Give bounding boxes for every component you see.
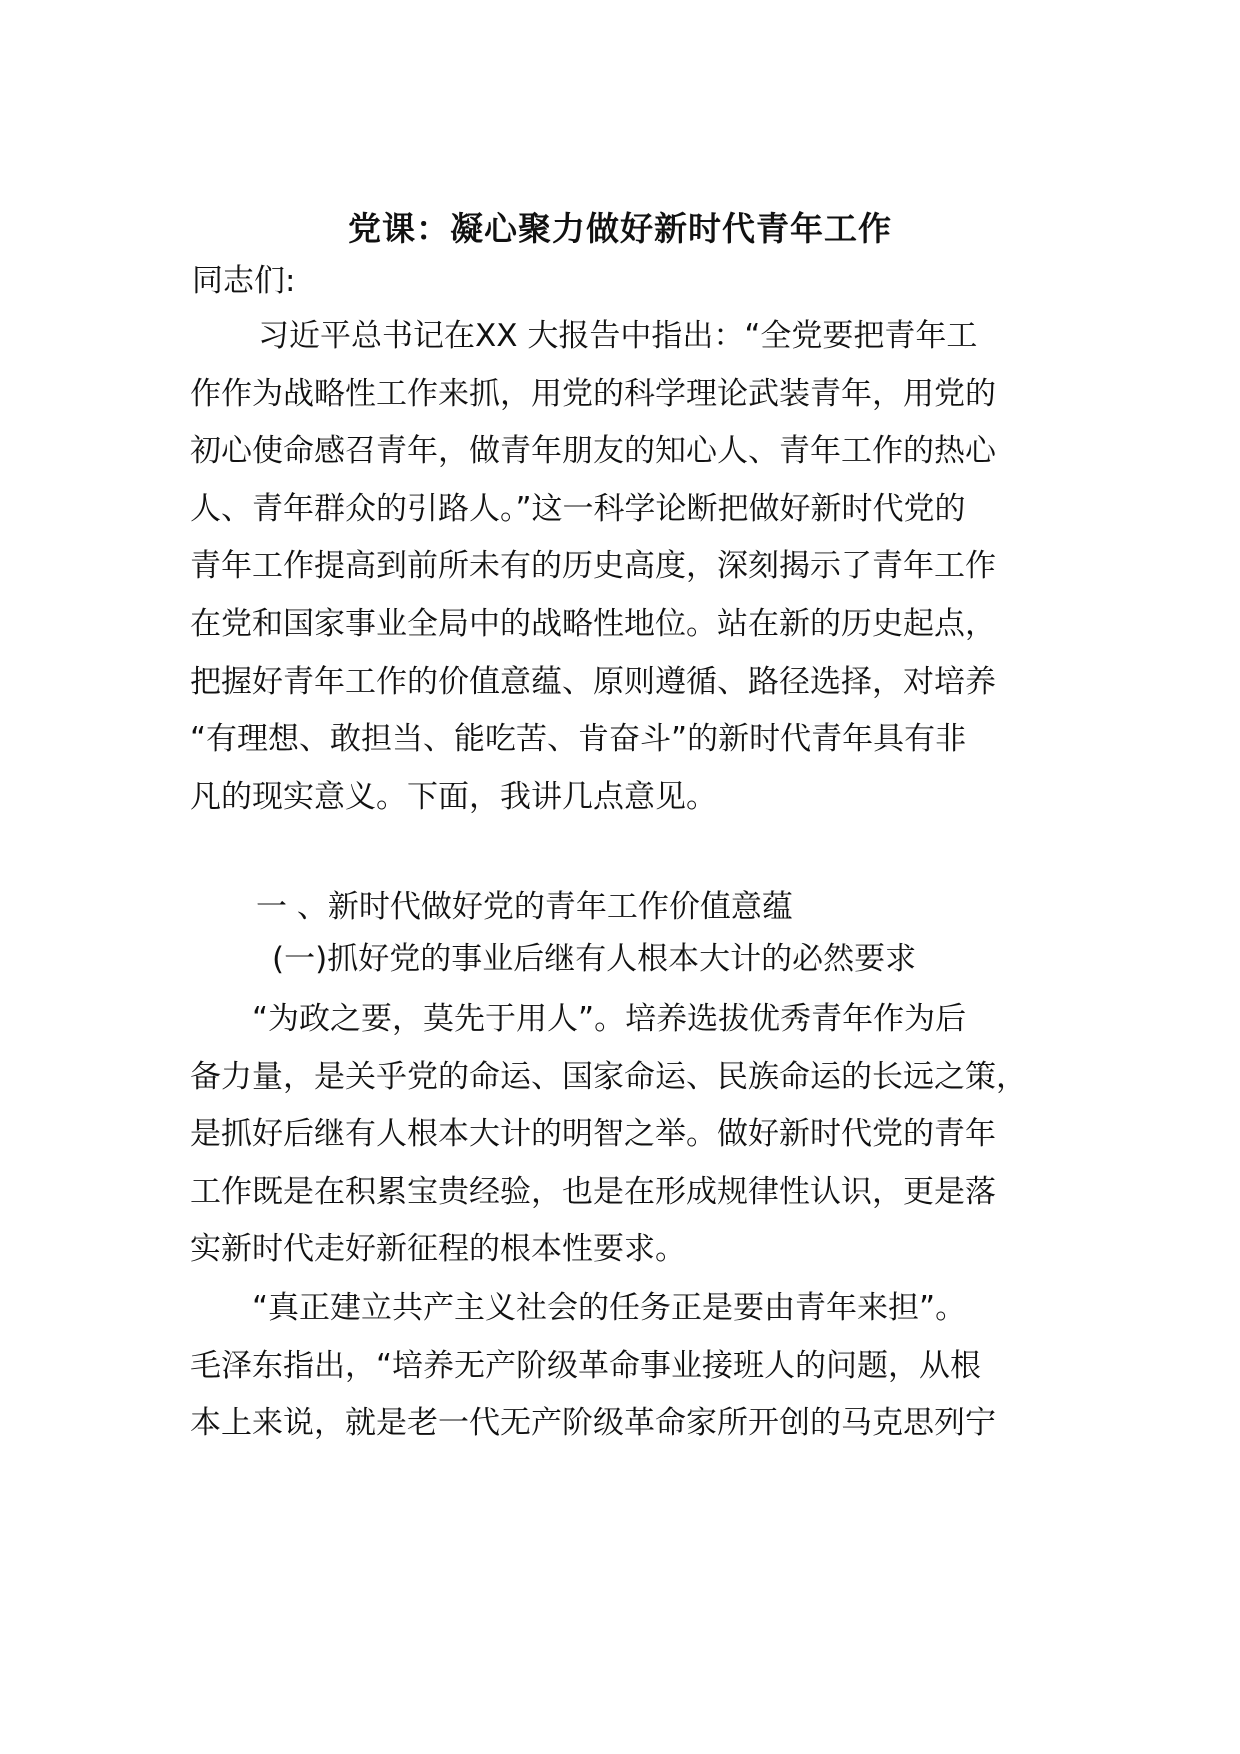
paragraph-line: 备力量，是关乎党的命运、国家命运、民族命运的长远之策，	[190, 1058, 1027, 1095]
paragraph-line: 工作既是在积累宝贵经验，也是在形成规律性认识，更是落	[190, 1173, 996, 1210]
paragraph-2	[190, 1280, 1050, 1453]
paragraph-line: 实新时代走好新征程的根本性要求。	[190, 1231, 686, 1268]
intro-line: 习近平总书记在XX 大报告中指出：“全党要把青年工	[258, 318, 978, 354]
intro-line: “有理想、敢担当、能吃苦、肯奋斗”的新时代青年具有非	[190, 721, 967, 758]
paragraph-line: 本上来说，就是老一代无产阶级革命家所开创的马克思列宁	[190, 1405, 996, 1442]
intro-line: 青年工作提高到前所未有的历史高度，深刻揭示了青年工作	[190, 548, 996, 585]
intro-line: 凡的现实意义。下面，我讲几点意见。	[190, 778, 717, 815]
paragraph-line: 是抓好后继有人根本大计的明智之举。做好新时代党的青年	[190, 1116, 996, 1153]
section-heading: 一 、新时代做好党的青年工作价值意蕴	[256, 889, 793, 925]
intro-line: 初心使命感召青年，做青年朋友的知心人、青年工作的热心	[190, 433, 996, 470]
document-title: 党课：凝心聚力做好新时代青年工作	[348, 209, 892, 248]
intro-line: 在党和国家事业全局中的战略性地位。站在新的历史起点，	[190, 605, 996, 642]
intro-line: 把握好青年工作的价值意蕴、原则遵循、路径选择，对培养	[190, 663, 996, 700]
paragraph-line: “真正建立共产主义社会的任务正是要由青年来担”。	[252, 1290, 967, 1326]
paragraph-line: “为政之要，莫先于用人”。培养选拔优秀青年作为后	[252, 1001, 967, 1037]
intro-line: 人、青年群众的引路人。”这一科学论断把做好新时代党的	[190, 490, 966, 527]
intro-paragraph	[190, 308, 1050, 826]
paragraph-line: 毛泽东指出，“培养无产阶级革命事业接班人的问题，从根	[190, 1347, 982, 1384]
intro-line: 作作为战略性工作来抓，用党的科学理论武装青年，用党的	[190, 375, 996, 412]
paragraph-1	[190, 991, 1050, 1279]
subsection-heading: (一)抓好党的事业后继有人根本大计的必然要求	[272, 941, 917, 977]
greeting: 同志们:	[192, 263, 296, 299]
